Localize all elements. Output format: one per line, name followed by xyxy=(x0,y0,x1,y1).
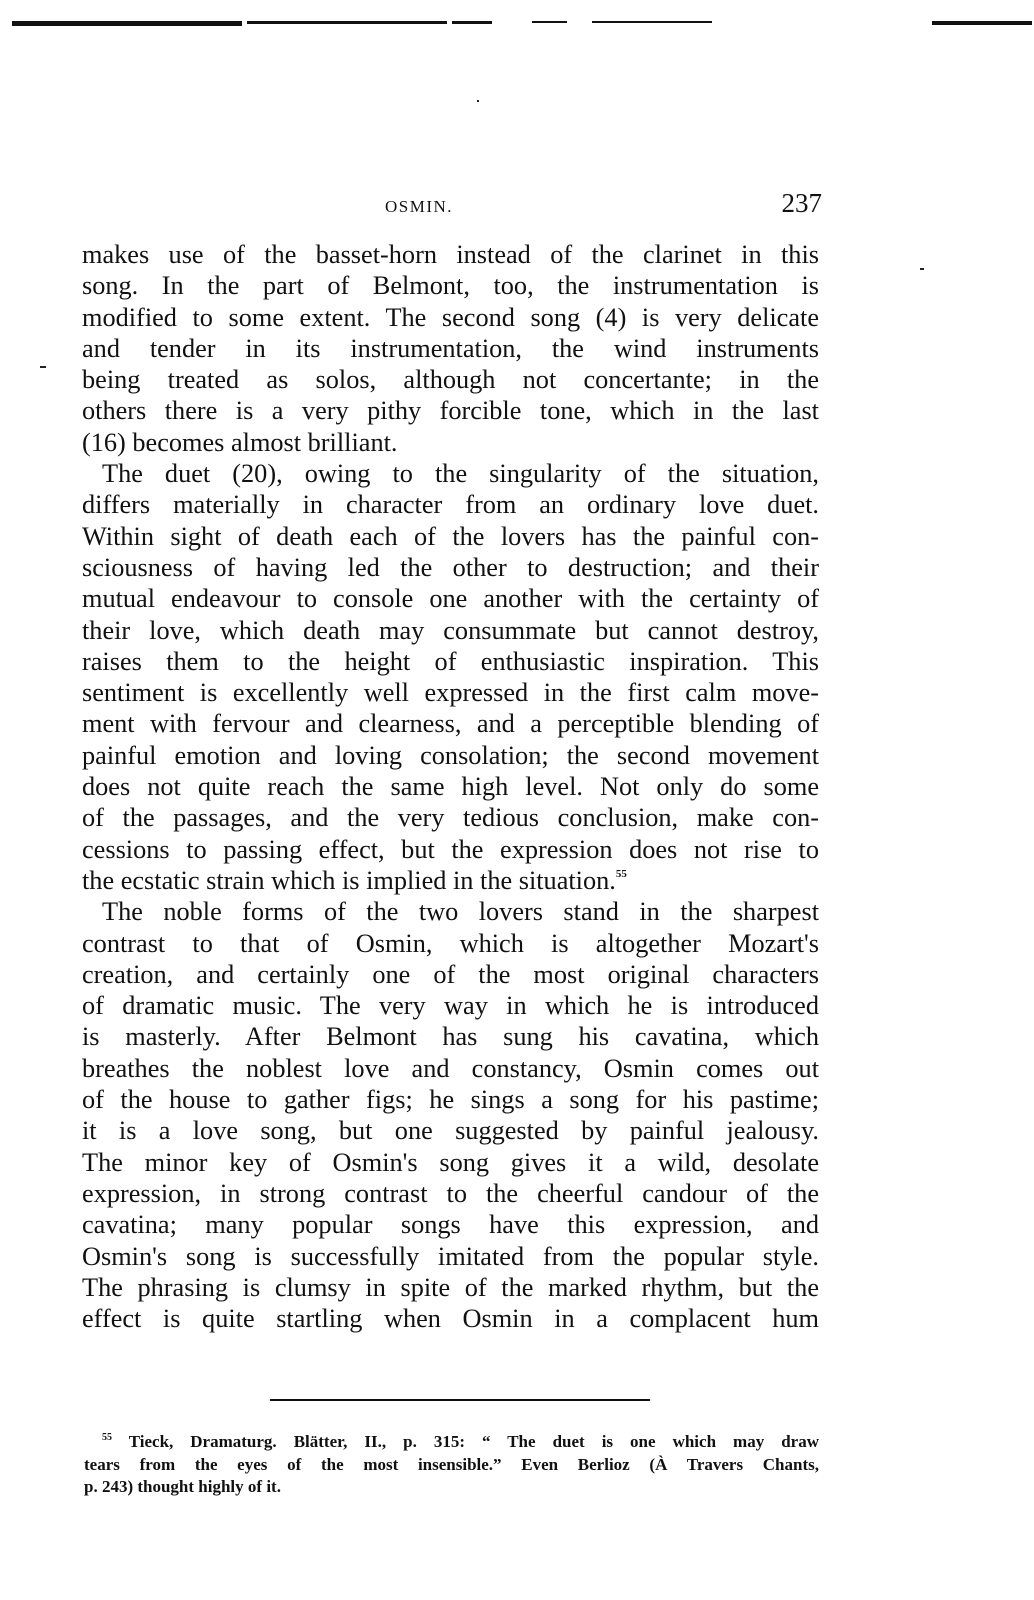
text-line-with-footnote xyxy=(82,865,819,896)
text-line: breathes the noblest love and constancy, Osmin comes out xyxy=(82,1053,819,1083)
footnote-55 xyxy=(84,1431,819,1499)
text-line: mutual endeavour to console one another with the certainty of xyxy=(82,584,819,614)
footnote-line xyxy=(84,1431,819,1454)
running-title: OSMIN. xyxy=(385,197,454,216)
text-line: The minor key of Osmin's song gives it a wild, desolate xyxy=(82,1147,819,1177)
text-line: ment with fervour and clearness, and a perceptible blending of xyxy=(82,709,819,739)
text-line: The noble forms of the two lovers stand in the sharpest xyxy=(102,897,819,927)
footnote-line: p. 243) thought highly of it. xyxy=(84,1477,281,1496)
text-line: song. In the part of Belmont, too, the instrumentation is xyxy=(82,271,819,301)
scan-speck xyxy=(40,366,46,368)
text-line: of the house to gather figs; he sings a song for his pastime; xyxy=(82,1085,819,1115)
text-line: and tender in its instrumentation, the wind instruments xyxy=(82,333,819,363)
text-line: cessions to passing effect, but the expression does not rise to xyxy=(82,834,819,864)
text-line: The phrasing is clumsy in spite of the marked rhythm, but the xyxy=(82,1272,819,1302)
text-line: contrast to that of Osmin, which is altogether Mozart's xyxy=(82,928,819,958)
text-line: effect is quite startling when Osmin in a complacent hum xyxy=(82,1304,819,1334)
text-line: of the passages, and the very tedious conclusion, make con- xyxy=(82,803,819,833)
scan-edge-artifact xyxy=(12,21,1034,31)
footnote-reference[interactable]: 55 xyxy=(615,867,627,880)
text-line: their love, which death may consummate but cannot destroy, xyxy=(82,615,819,645)
footnote-text: Tieck, Dramaturg. Blätter, II., p. 315: “ The duet is one which may draw xyxy=(128,1432,819,1451)
page-number: 237 xyxy=(781,188,822,218)
footnote-marker: 55 xyxy=(102,1432,112,1443)
text-line: the ecstatic strain which is implied in the situation. xyxy=(82,865,616,895)
text-line: differs materially in character from an ordinary love duet. xyxy=(82,490,819,520)
text-line: painful emotion and loving consolation; the second movement xyxy=(82,740,819,770)
text-line: expression, in strong contrast to the cheerful candour of the xyxy=(82,1178,819,1208)
text-line: others there is a very pithy forcible tone, which in the last xyxy=(82,396,819,426)
text-line: Within sight of death each of the lovers has the painful con- xyxy=(82,521,819,551)
text-line: sciousness of having led the other to destruction; and their xyxy=(82,552,819,582)
text-line: does not quite reach the same high level. Not only do some xyxy=(82,772,819,802)
scan-speck xyxy=(920,268,924,270)
text-line: being treated as solos, although not concertante; in the xyxy=(82,365,819,395)
text-line: (16) becomes almost brilliant. xyxy=(82,427,398,457)
text-line: modified to some extent. The second song (4) is very delicate xyxy=(82,302,819,332)
text-line: Osmin's song is successfully imitated from the popular style. xyxy=(82,1241,819,1271)
text-line: of dramatic music. The very way in which he is introduced xyxy=(82,991,819,1021)
footnotes xyxy=(84,1431,819,1499)
text-line: The duet (20), owing to the singularity of the situation, xyxy=(102,459,819,489)
running-head xyxy=(82,188,822,228)
scan-speck xyxy=(477,100,479,102)
text-line: cavatina; many popular songs have this expression, and xyxy=(82,1210,819,1240)
footnote-separator xyxy=(270,1399,650,1401)
text-line: creation, and certainly one of the most original characters xyxy=(82,959,819,989)
text-line: sentiment is excellently well expressed in the first calm move- xyxy=(82,678,819,708)
footnote-line: tears from the eyes of the most insensible.” Even Berlioz (À Travers Chants, xyxy=(84,1454,819,1474)
paragraph-3 xyxy=(82,896,819,1334)
text-line: is masterly. After Belmont has sung his cavatina, which xyxy=(82,1022,819,1052)
text-line: it is a love song, but one suggested by painful jealousy. xyxy=(82,1116,819,1146)
paragraph-1 xyxy=(82,239,819,458)
text-line: makes use of the basset-horn instead of the clarinet in this xyxy=(82,240,819,269)
body-text xyxy=(82,239,819,1334)
paragraph-2 xyxy=(82,458,819,896)
text-line: raises them to the height of enthusiastic inspiration. This xyxy=(82,646,819,676)
